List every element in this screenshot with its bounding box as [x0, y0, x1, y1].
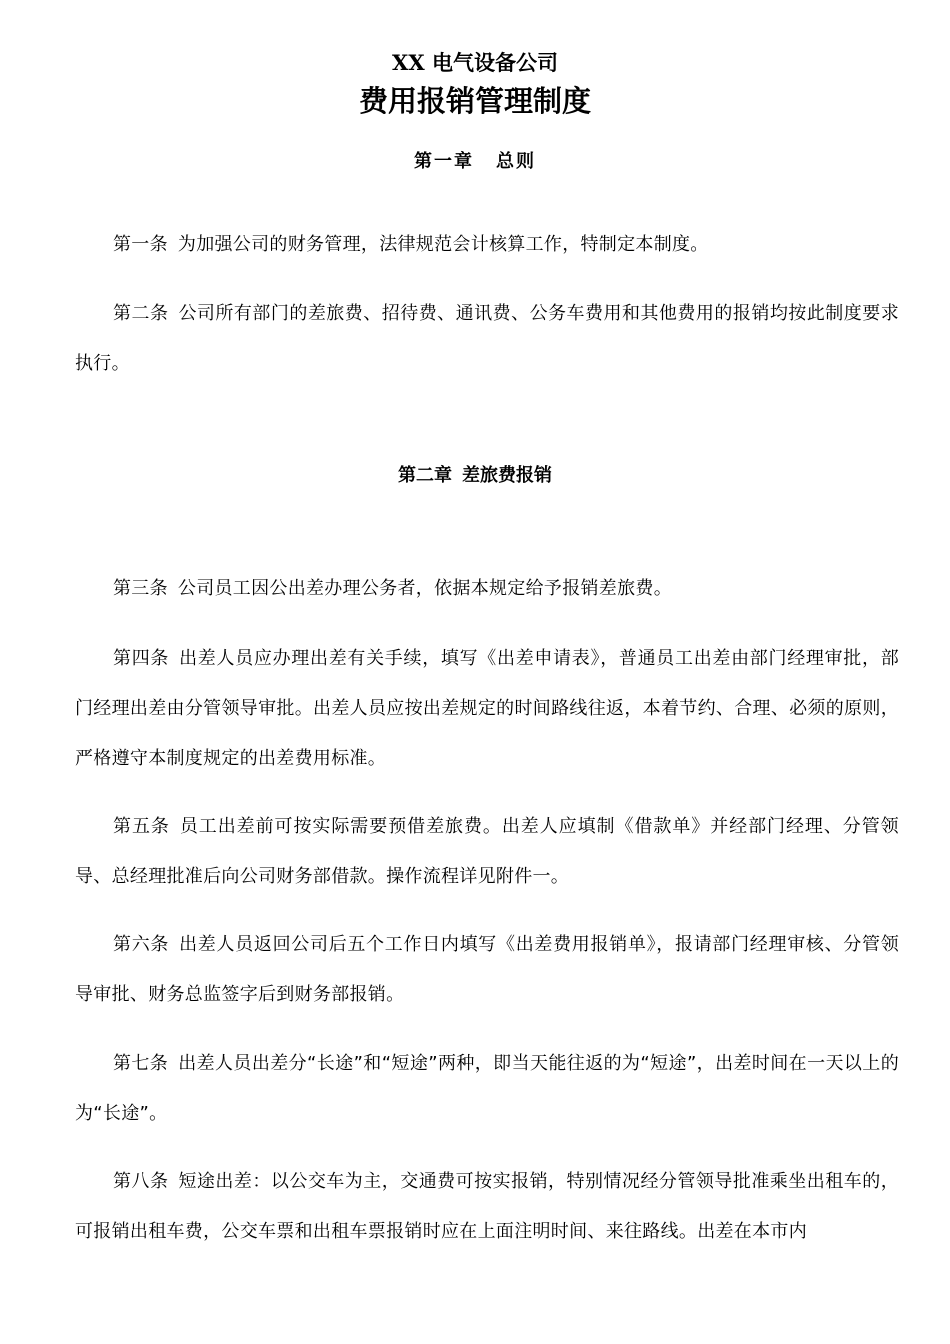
article-5: [75, 802, 899, 902]
article-label: 第七条: [113, 1053, 169, 1074]
article-label: 第三条: [113, 578, 168, 599]
article-8: [75, 1157, 899, 1257]
article-label: 第八条: [113, 1171, 169, 1192]
article-text: 短途出差：以公交车为主，交通费可按实报销，特别情况经分管领导批准乘坐出租车的，可报销出租车费，公交车票和出租车票报销时应在上面注明时间、来往路线。出差在本市内: [75, 1171, 899, 1242]
article-text: 出差人员出差分“长途”和“短途”两种，即当天能往返的为“短途”，出差时间在一天以上的为“长途”。: [75, 1053, 900, 1124]
article-label: 第四条: [113, 648, 170, 669]
chapter-name: 总则: [496, 151, 536, 172]
article-2: [75, 289, 899, 389]
article-label: 第一条: [113, 234, 168, 255]
article-label: 第二条: [113, 303, 169, 324]
article-text: 为加强公司的财务管理，法律规范会计核算工作，特制定本制度。: [177, 234, 709, 255]
article-label: 第五条: [113, 816, 170, 837]
chapter-heading-2: [0, 462, 950, 490]
article-text: 出差人员应办理出差有关手续，填写《出差申请表》，普通员工出差由部门经理审批，部门经理出差由分管领导审批。出差人员应按出差规定的时间路线往返，本着节约、合理、必须的原则，严格遵守本制度规定的出差费用标准。: [75, 648, 899, 769]
article-text: 公司员工因公出差办理公务者，依据本规定给予报销差旅费。: [177, 578, 673, 599]
article-6: [75, 920, 899, 1020]
chapter-heading-1: [0, 148, 950, 176]
article-text: 出差人员返回公司后五个工作日内填写《出差费用报销单》，报请部门经理审核、分管领导审批、财务总监签字后到财务部报销。: [75, 934, 899, 1005]
article-text: 员工出差前可按实际需要预借差旅费。出差人应填制《借款单》并经部门经理、分管领导、总经理批准后向公司财务部借款。操作流程详见附件一。: [75, 816, 899, 887]
company-name: XX 电气设备公司: [392, 50, 558, 75]
article-4: [75, 634, 899, 784]
article-1: [75, 220, 899, 270]
chapter-name: 差旅费报销: [462, 465, 552, 486]
article-label: 第六条: [113, 934, 170, 955]
chapter-number: 第二章: [398, 465, 452, 486]
article-text: 公司所有部门的差旅费、招待费、通讯费、公务车费用和其他费用的报销均按此制度要求执行。: [75, 303, 899, 374]
article-7: [75, 1039, 899, 1139]
article-3: [75, 564, 899, 614]
chapter-number: 第一章: [414, 151, 474, 172]
document-title: 费用报销管理制度: [358, 84, 591, 118]
